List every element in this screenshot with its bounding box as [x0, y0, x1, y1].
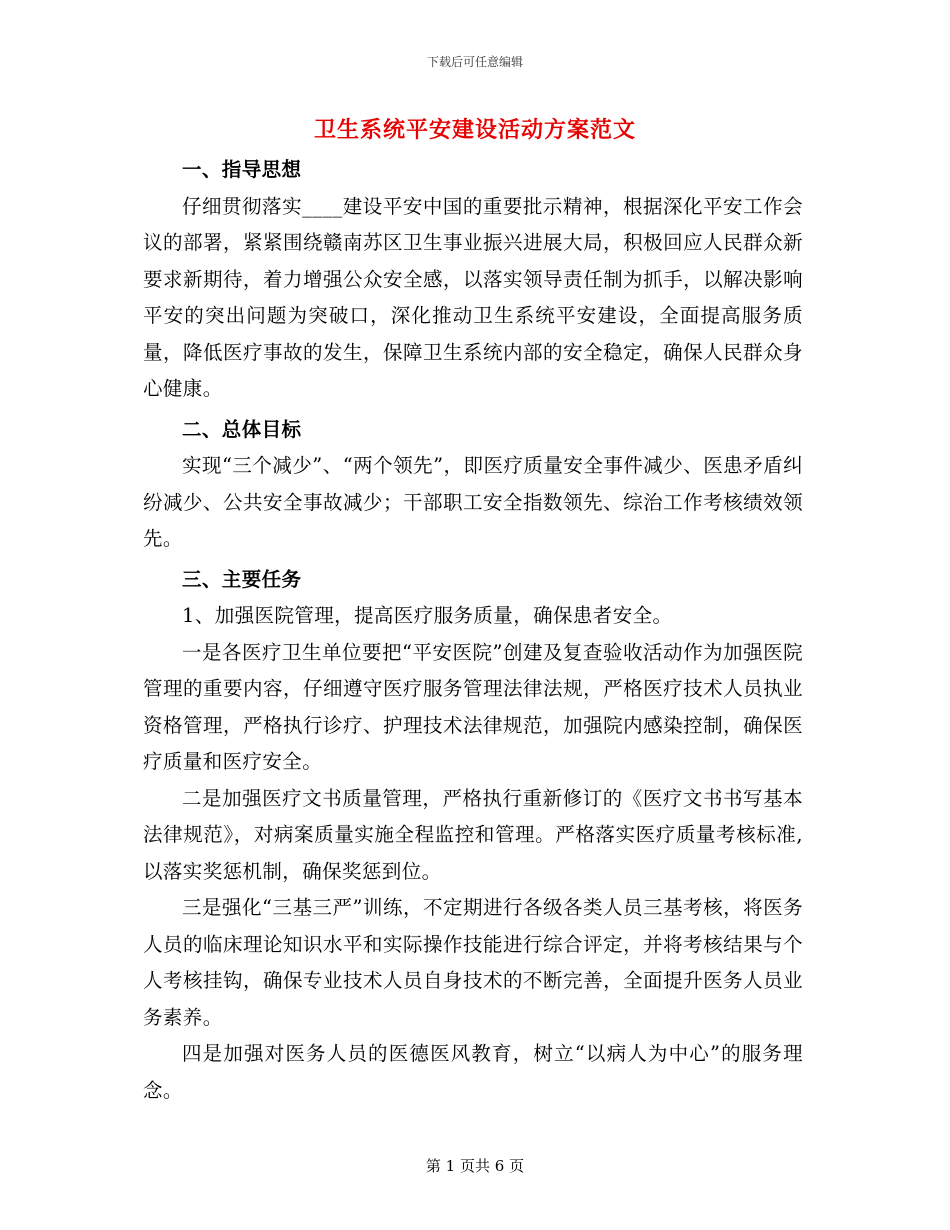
paragraph: 1、加强医院管理，提高医疗服务质量，确保患者安全。: [182, 604, 673, 627]
document-body: [143, 152, 803, 1109]
paragraph: 三是强化“三基三严”训练，不定期进行各级各类人员三基考核，将医务人员的临床理论知识水平和实际操作技能进行综合评定，并将考核结果与个人考核挂钩，确保专业技术人员自身技术的不断完善，全面提升医务人员业务素养。: [143, 896, 803, 1029]
document-title: 卫生系统平安建设活动方案范文: [313, 117, 636, 143]
section-heading: 三、主要任务: [182, 567, 302, 591]
page-footer: 第 1 页共 6 页: [425, 1157, 525, 1175]
section-heading: 一、指导思想: [182, 158, 302, 181]
paragraph: 仔细贯彻落实____建设平安中国的重要批示精神，根据深化平安工作会议的部署，紧紧围绕赣南苏区卫生事业振兴进展大局，积极回应人民群众新要求新期待，着力增强公众安全感，以落实领导责任制为抓手，以解决影响平安的突出问题为突破口，深化推动卫生系统平安建设，全面提高服务质量，降低医疗事故的发生，保障卫生系统内部的安全稳定，确保人民群众身心健康。: [143, 194, 803, 400]
header-note: 下载后可任意编辑: [426, 55, 523, 69]
section-heading: 二、总体目标: [182, 417, 302, 441]
paragraph: 一是各医疗卫生单位要把“平安医院”创建及复查验收活动作为加强医院管理的重要内容，仔细遵守医疗服务管理法律法规，严格医疗技术人员执业资格管理，严格执行诊疗、护理技术法律规范，加强院内感染控制，确保医疗质量和医疗安全。: [143, 640, 803, 773]
paragraph: 四是加强对医务人员的医德医风教育，树立“以病人为中心”的服务理念。: [143, 1042, 803, 1102]
paragraph: 实现“三个减少”、“两个领先”，即医疗质量安全事件减少、医患矛盾纠纷减少、公共安全事故减少；干部职工安全指数领先、综治工作考核绩效领先。: [143, 454, 803, 550]
paragraph: 二是加强医疗文书质量管理，严格执行重新修订的《医疗文书书写基本法律规范》，对病案质量实施全程监控和管理。严格落实医疗质量考核标准,以落实奖惩机制，确保奖惩到位。: [143, 786, 803, 883]
